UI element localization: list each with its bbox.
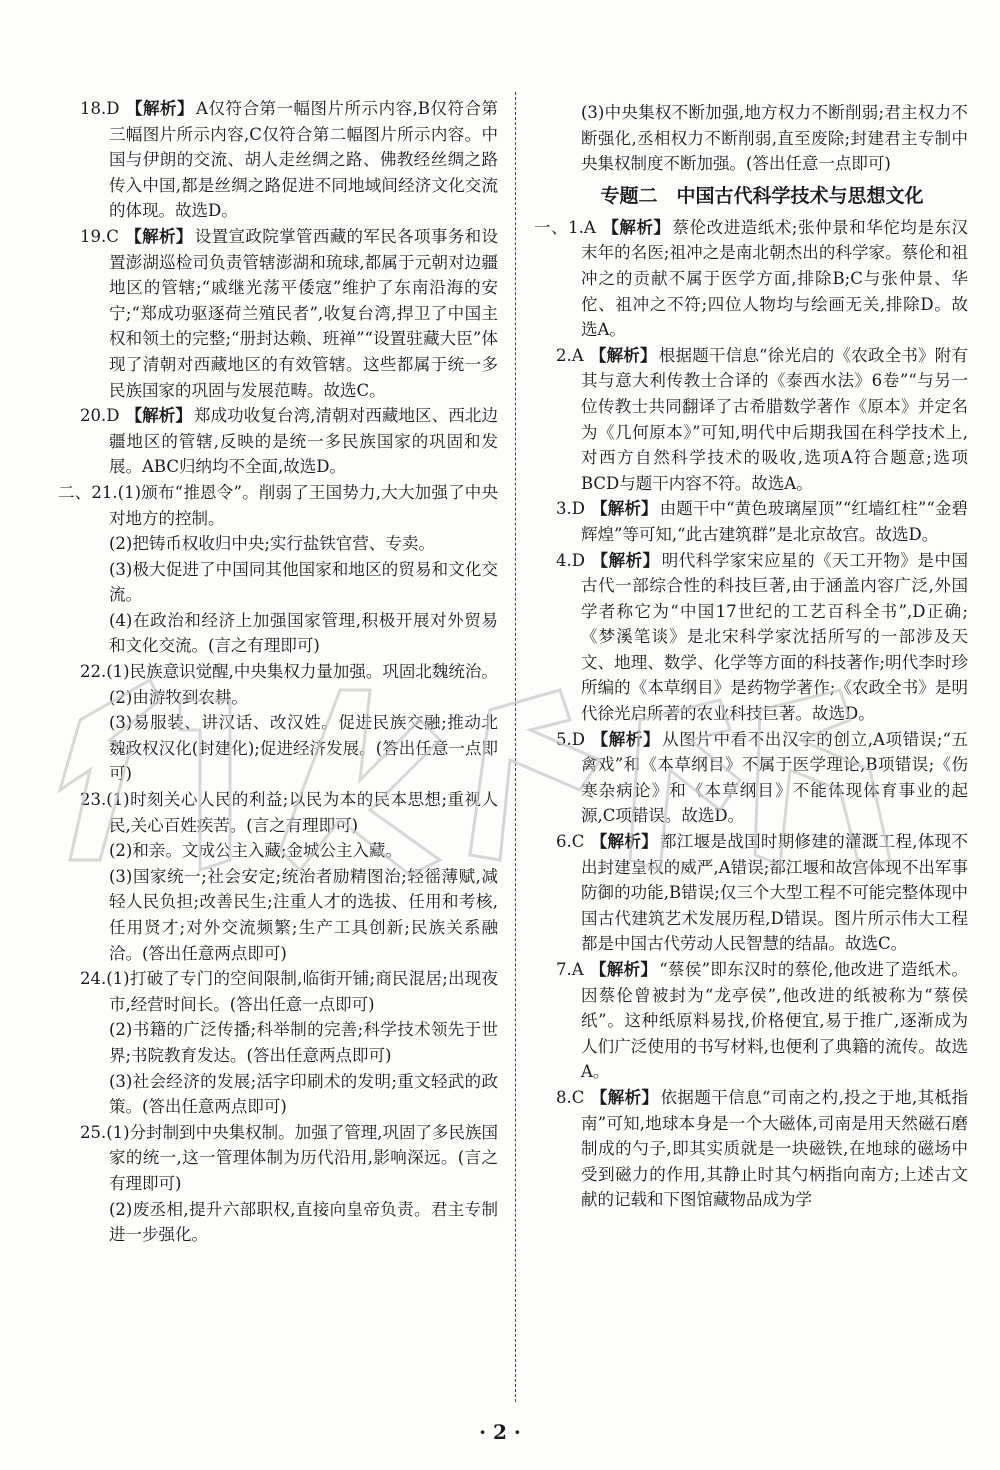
q-number: 24.: [80, 969, 107, 989]
sub-answer: (2)书籍的广泛传播;科举制的完善;科学技术领先于世界;书院教育发达。(答出任意两点即可): [109, 1020, 498, 1065]
answer-5: [556, 727, 968, 829]
sub-answer: (1)分封制到中央集权制。加强了管理,巩固了多民族国家的统一,这一管理体制为历代沿用,影响深远。(言之有理即可): [106, 1122, 498, 1193]
answer-18: [80, 96, 498, 224]
answer-19: [80, 224, 498, 403]
analysis-text: 郑成功收复台湾,清朝对西藏地区、西北边疆地区的管辖,反映的是统一多民族国家的巩固和发展。ABC归纳均不全面,故选D。: [109, 406, 499, 477]
analysis-tag: 【解析】: [590, 1087, 659, 1107]
sub-answer: (3)极大促进了中国同其他国家和地区的贸易和文化交流。: [109, 559, 498, 605]
answer-21: [58, 480, 498, 531]
analysis-tag: 【解析】: [589, 345, 657, 365]
analysis-text: 依据题干信息“司南之杓,投之于地,其柢指南”可知,地球本身是一个大磁体,司南是用天然磁石磨制成的勺子,即其实质就是一块磁铁,在地球的磁场中受到磁力的作用,其静止时其勺柄指向南方;上述古文献的记载和下图馆藏物品成为学: [581, 1087, 968, 1210]
analysis-tag: 【解析】: [590, 499, 658, 519]
q-number: 20.: [80, 406, 107, 426]
answer-20: [80, 403, 498, 480]
analysis-text: 设置宣政院掌管西藏的军民各项事务和设置澎湖巡检司负责管辖澎湖和琉球,都属于元朝对边疆地区的管辖;“戚继光荡平倭寇”维护了东南沿海的安宁;“郑成功驱逐荷兰殖民者”,收复台湾,捍卫了中国主权和领土的完整;“册封达赖、班禅”“设置驻藏大臣”体现了清朝对西藏地区的有效管辖。这些都属于统一多民族国家的巩固与发展范畴。故选C。: [109, 226, 499, 400]
sub-answer: (2)和亲。文成公主入藏;金城公主入藏。: [109, 841, 402, 861]
analysis-tag: 【解析】: [125, 99, 195, 118]
analysis-tag: 【解析】: [589, 960, 658, 979]
analysis-tag: 【解析】: [590, 832, 658, 852]
right-column: [534, 100, 969, 1213]
q-answer: D: [571, 499, 585, 519]
sub-answer: (3)中央集权不断加强,地方权力不断削弱;君主权力不断强化,丞相权力不断削弱,直至废除;封建君主专制中央集权制度不断加强。(答出任意一点即可): [581, 103, 968, 174]
page-number: · 2 ·: [479, 1420, 521, 1444]
q-answer: D: [106, 406, 120, 426]
analysis-tag: 【解析】: [124, 226, 193, 246]
analysis-text: “蔡侯”即东汉时的蔡伦,他改进了造纸术。因蔡伦曾被封为“龙亭侯”,他改进的纸被称为“蔡侯纸”。这种纸原料易找,价格便宜,易于推广,逐渐成为人们广泛使用的书写材料,也便利了典籍的流传。故选A。: [581, 960, 968, 1082]
column-divider: [515, 92, 516, 1402]
answer-23: [80, 787, 498, 838]
analysis-text: A仅符合第一幅图片所示内容,B仅符合第三幅图片所示内容,C仅符合第二幅图片所示内容。中国与伊朗的交流、胡人走丝绸之路、佛教经丝绸之路传入中国,都是丝绸之路促进不同地域间经济文化交流的体现。故选D。: [109, 99, 499, 221]
q-number: 二、21.: [58, 482, 118, 502]
answer-7: [556, 957, 968, 1085]
q-answer: D: [571, 729, 585, 749]
q-answer: D: [106, 99, 120, 118]
answer-2: [556, 343, 968, 497]
analysis-text: 从图片中看不出汉字的创立,A项错误;“五禽戏”和《本草纲目》不属于医学理论,B项错误;《伤寒杂病论》和《本草纲目》不能体现体育事业的起源,C项错误。故选D。: [581, 729, 969, 826]
q-number: 18.: [80, 99, 107, 118]
q-number: 7.: [556, 960, 572, 979]
analysis-tag: 【解析】: [590, 550, 660, 570]
q-number: 4.: [556, 550, 572, 570]
analysis-text: 明代科学家宋应星的《天工开物》是中国古代一部综合性的科技巨著,由于涵盖内容广泛,外国学者称它为“中国17世纪的工艺百科全书”,D正确;《梦溪笔谈》是北宋科学家沈括所写的一部涉及天文、地理、数学、化学等方面的科技著作;明代李时珍所编的《本草纲目》是药物学著作;《农政全书》是明代徐光启所著的农业科技巨著。故选D。: [581, 550, 969, 724]
sub-answer: (2)废丞相,提升六部职权,直接向皇帝负责。君主专制进一步强化。: [109, 1199, 498, 1245]
analysis-text: 由题干中“黄色玻璃屋顶”“红墙红柱”“金碧辉煌”等可知,“此古建筑群”是北京故宫。故选D。: [581, 499, 968, 544]
answer-3: [556, 496, 968, 547]
answer-6: [556, 829, 968, 957]
q-number: 6.: [556, 832, 572, 852]
analysis-tag: 【解析】: [601, 217, 671, 237]
sub-answer: (1)颁布“推恩令”。削弱了王国势力,大大加强了中央对地方的控制。: [109, 482, 498, 528]
q-answer: C: [571, 1087, 585, 1107]
sub-answer: (1)民族意识觉醒,中央集权力量加强。巩固北魏统治。: [106, 662, 498, 682]
analysis-tag: 【解析】: [590, 729, 661, 749]
sub-answer: (3)国家统一;社会安定;统治者励精图治;轻徭薄赋,减轻人民负担;改善民生;注重人才的选拔、任用和考核,任用贤才;对外交流频繁;生产工具创新;民族关系融洽。(答出任意两点即可): [109, 866, 498, 963]
q-answer: C: [571, 832, 585, 852]
q-answer: C: [106, 226, 119, 246]
analysis-tag: 【解析】: [125, 406, 192, 426]
q-number: 23.: [80, 790, 107, 810]
sub-answer: (2)由游牧到农耕。: [109, 687, 248, 707]
sub-answer: (1)时刻关心人民的利益;以民为本的民本思想;重视人民,关心百姓疾苦。(言之有理即可): [106, 790, 498, 835]
q-answer: A: [571, 960, 584, 979]
sub-answer: (2)把铸币权收归中央;实行盐铁官营、专卖。: [109, 534, 435, 554]
sub-answer: (3)社会经济的发展;活字印刷术的发明;重文轻武的政策。(答出任意两点即可): [109, 1071, 498, 1117]
answer-4: [556, 548, 968, 727]
q-number: 5.: [556, 729, 572, 749]
q-number: 22.: [80, 662, 107, 682]
analysis-text: 都江堰是战国时期修建的灌溉工程,体现不出封建皇权的威严,A错误;都江堰和故宫体现不出军事防御的功能,B错误;仅三个大型工程不可能完整体现中国古代建筑艺术发展历程,D错误。图片所示伟大工程都是中国古代劳动人民智慧的结晶。故选C。: [581, 832, 969, 954]
left-column: [58, 96, 499, 1248]
answer-1: [534, 215, 968, 343]
q-number: 25.: [80, 1122, 107, 1142]
q-number: 一、1.: [534, 217, 584, 237]
q-number: 2.: [556, 345, 572, 365]
q-number: 3.: [556, 499, 572, 519]
q-number: 8.: [556, 1087, 572, 1107]
answer-22: [80, 659, 498, 685]
sub-answer: (4)在政治和经济上加强国家管理,积极开展对外贸易和文化交流。(言之有理即可): [109, 610, 498, 656]
answer-25: [80, 1120, 498, 1197]
answer-24: [80, 966, 498, 1017]
analysis-text: 根据题干信息“徐光启的《农政全书》附有其与意大利传教士合译的《泰西水法》6卷”“与另一位传教士共同翻译了古希腊数学著作《原本》并定名为《几何原本》”可知,明代中后期我国在科学技术上,对西方自然科学技术的吸收,选项A符合题意;选项BCD与题干内容不符。故选A。: [581, 345, 969, 493]
answer-8: [556, 1085, 968, 1213]
q-answer: D: [571, 550, 585, 570]
analysis-text: 蔡伦改进造纸术;张仲景和华佗均是东汉末年的名医;祖冲之是南北朝杰出的科学家。蔡伦和祖冲之的贡献不属于医学方面,排除B;C与张仲景、华佗、祖冲之不符;四位人物均与绘画无关,排除D。故选A。: [581, 217, 969, 340]
q-answer: A: [583, 217, 596, 237]
q-answer: A: [571, 345, 584, 365]
sub-answer: (1)打破了专门的空间限制,临街开铺;商民混居;出现夜市,经营时间长。(答出任意一点即可): [106, 969, 498, 1014]
sub-answer: (3)易服装、讲汉话、改汉姓。促进民族交融;推动北魏政权汉化(封建化);促进经济发展。(答出任意一点即可): [109, 713, 498, 784]
q-number: 19.: [80, 226, 107, 246]
section-title: 专题二 中国古代科学技术与思想文化: [600, 184, 924, 207]
